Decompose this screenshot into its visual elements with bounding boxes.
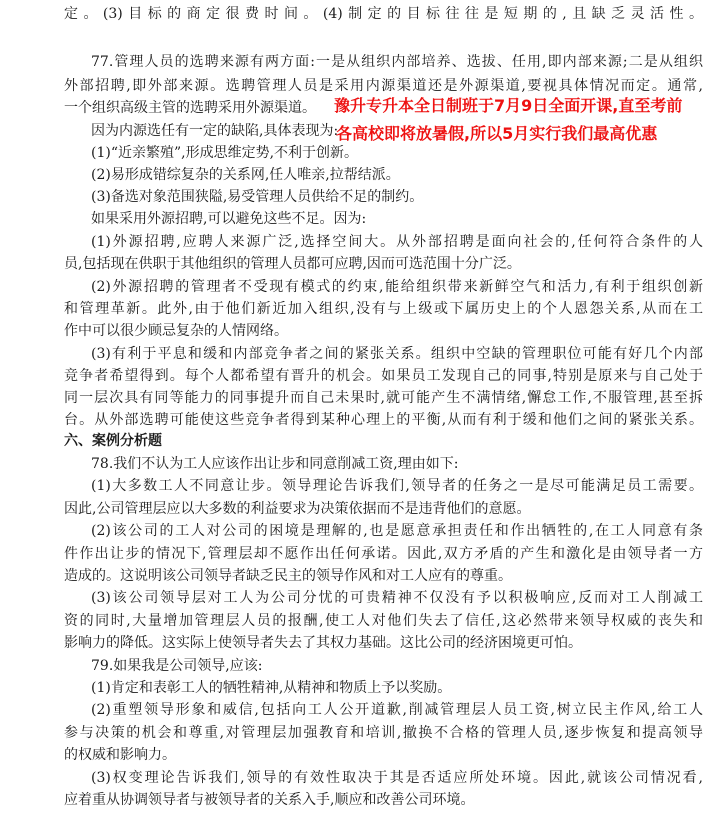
text-line: (2)易形成错综复杂的关系网,任人唯亲,拉帮结派。 <box>91 167 400 183</box>
text-line: 造成的。这说明该公司领导者缺乏民主的领导作风和对工人应有的尊重。 <box>64 568 512 584</box>
text-line: 资的同时,大量增加管理层人员的报酬,使工人对他们失去了信任,这必然带来领导权威的丧失和 <box>64 613 703 629</box>
text-line: (3)备选对象范围狭隘,易受管理人员供给不足的制约。 <box>91 189 424 205</box>
text-line: 竞争者希望得到。每个人都希望有晋升的机会。如果员工发现自己的同事,特别是原来与自己处于 <box>64 368 703 384</box>
section-heading: 六、案例分析题 <box>64 433 162 449</box>
text-line: 78.我们不认为工人应该作出让步和同意削减工资,理由如下: <box>91 456 459 472</box>
text-line: 因此,公司管理层应以大多数的利益要求为决策依据而不是违背他们的意愿。 <box>64 501 531 517</box>
text-line: 79.如果我是公司领导,应该: <box>91 658 263 674</box>
text-line: 因为内源选任有一定的缺陷,具体表现为: <box>91 123 339 139</box>
promo-overlay-line-1: 豫升专升本全日制班于7月9日全面开课,直至考前 <box>334 96 683 115</box>
text-line: (2)重塑领导形象和威信,包括向工人公开道歉,削减管理层人员工资,树立民主作风,给工人 <box>91 702 703 718</box>
text-line: 应着重从协调领导者与被领导者的关系入手,顺应和改善公司环境。 <box>64 792 475 808</box>
text-line: (1)肯定和表彰工人的牺牲精神,从精神和物质上予以奖励。 <box>91 680 452 696</box>
promo-overlay-line-2: 各高校即将放暑假,所以5月实行我们最高优惠 <box>336 124 658 143</box>
text-line: 影响力的降低。这实际上使领导者失去了其权力基础。这比公司的经济困境更可怕。 <box>64 635 582 651</box>
text-line: 和管理革新。此外,由于他们新近加入组织,没有与上级或下属历史上的个人恩怨关系,从而在工 <box>64 301 703 317</box>
text-line: 同一层次具有同等能力的同事提升而自己未果时,就可能产生不满情绪,懈怠工作,不服管理,甚至拆 <box>64 390 703 406</box>
text-line: 件作出让步的情况下,管理层却不愿作出任何承诺。因此,双方矛盾的产生和激化是由领导者一方 <box>64 546 703 562</box>
text-line: 的权威和影响力。 <box>64 747 176 763</box>
text-line: (1)“近亲繁殖”,形成思维定势,不利于创新。 <box>91 145 359 161</box>
text-line: (3)该公司领导层对工人为公司分忧的可贵精神不仅没有予以积极响应,反而对工人削减工 <box>91 590 703 606</box>
text-line: (3)有利于平息和缓和内部竞争者之间的紧张关系。组织中空缺的管理职位可能有好几个内部 <box>91 346 703 362</box>
text-line: 如果采用外源招聘,可以避免这些不足。因为: <box>91 211 367 227</box>
text-line: 作中可以很少顾忌复杂的人情网络。 <box>64 323 288 339</box>
text-line: 台。从外部选聘可能使这些竞争者得到某种心理上的平衡,从而有利于缓和他们之间的紧张关系。 <box>64 412 703 428</box>
text-line: (1)外源招聘,应聘人来源广泛,选择空间大。从外部招聘是面向社会的,任何符合条件的人 <box>91 234 703 250</box>
text-line: 参与决策的机会和尊重,对管理层加强教育和培训,撤换不合格的管理人员,逐步恢复和提高领导 <box>64 725 703 741</box>
text-line: 员,包括现在供职于其他组织的管理人员都可应聘,因而可选范围十分广泛。 <box>64 256 521 272</box>
text-line: (1)大多数工人不同意让步。领导理论告诉我们,领导者的任务之一是尽可能满足员工需要。 <box>91 478 703 494</box>
text-line: 77.管理人员的选聘来源有两方面:一是从组织内部培养、选拔、任用,即内部来源;二是从组织 <box>91 54 703 70</box>
text-line: (2)该公司的工人对公司的困境是理解的,也是愿意承担责任和作出牺牲的,在工人同意有条 <box>91 523 703 539</box>
text-line: 一个组织高级主管的选聘采用外源渠道。 <box>64 100 316 116</box>
text-line: (2)外源招聘的管理者不受现有模式的约束,能给组织带来新鲜空气和活力,有利于组织创新 <box>91 279 703 295</box>
text-line: 定。(3)目标的商定很费时间。(4)制定的目标往往是短期的,且缺乏灵活性。 <box>64 6 703 22</box>
text-line: 外部招聘,即外部来源。选聘管理人员是采用内源渠道还是外源渠道,要视具体情况而定。通常, <box>64 78 703 94</box>
text-line: (3)权变理论告诉我们,领导的有效性取决于其是否适应所处环境。因此,就该公司情况看, <box>91 770 703 786</box>
